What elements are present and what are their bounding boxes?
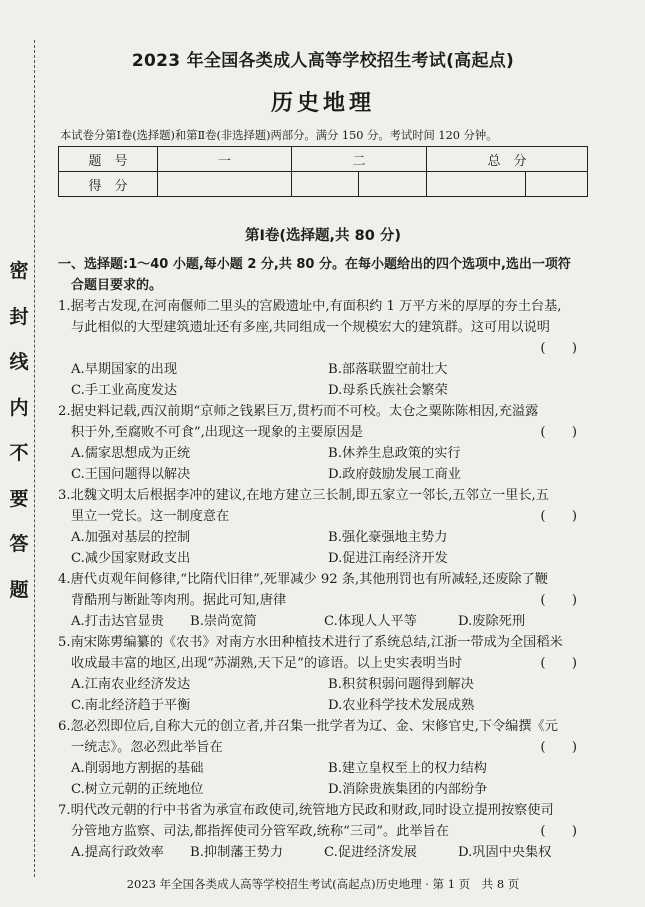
question-text: 2.据史料记载,西汉前期“京师之钱累巨万,贯朽而不可校。太仓之粟陈陈相因,充溢露 — [58, 404, 539, 419]
score-input-cell[interactable] — [359, 172, 427, 197]
option-c[interactable]: C.促进经济发展 — [324, 845, 417, 860]
option-c[interactable]: C.南北经济趋于平衡 — [71, 698, 191, 713]
exam-intro: 本试卷分第Ⅰ卷(选择题)和第Ⅱ卷(非选择题)两部分。满分 150 分。考试时间 120 分钟。 — [60, 129, 498, 142]
seal-char: 内 — [9, 396, 29, 419]
answer-bracket[interactable]: ( ) — [540, 593, 577, 608]
question-text: 4.唐代贞观年间修律,“比隋代旧律”,死罪减少 92 条,其他刑罚也有所减轻,还废除了鞭 — [58, 572, 548, 587]
seal-char: 线 — [9, 351, 29, 373]
score-input-cell[interactable] — [526, 172, 588, 197]
exam-title: 2023 年全国各类成人高等学校招生考试(高起点) — [131, 51, 515, 71]
option-c[interactable]: C.树立元朝的正统地位 — [71, 782, 204, 797]
question-text: 背酷刑与断趾等肉刑。据此可知,唐律 — [71, 593, 287, 608]
options — [58, 359, 585, 401]
question-text: 收成最丰富的地区,出现“苏湖熟,天下足”的谚语。以上史实表明当时 — [71, 656, 463, 671]
option-b[interactable]: B.抑制藩王势力 — [190, 845, 284, 860]
option-b[interactable]: B.建立皇权至上的权力结构 — [328, 761, 487, 776]
score-table-header-row — [59, 147, 588, 172]
option-d[interactable]: D.消除贵族集团的内部纷争 — [328, 782, 488, 797]
seal-char: 密 — [9, 260, 29, 282]
option-c[interactable]: C.减少国家财政支出 — [71, 551, 191, 566]
question-text: 里立一党长。这一制度意在 — [71, 509, 230, 524]
seal-char: 不 — [9, 442, 29, 464]
seal-char: 要 — [9, 487, 29, 510]
options — [58, 758, 585, 800]
answer-bracket[interactable]: ( ) — [540, 341, 577, 356]
options — [58, 443, 585, 485]
option-d[interactable]: D.母系氏族社会繁荣 — [328, 383, 448, 398]
score-input-cell[interactable] — [158, 172, 292, 197]
option-d[interactable]: D.农业科学技术发展成熟 — [328, 698, 475, 713]
score-table-score-row — [59, 172, 588, 197]
option-a[interactable]: A.提高行政效率 — [71, 845, 164, 860]
seal-char: 答 — [9, 533, 29, 555]
question-text: 1.据考古发现,在河南偃师二里头的宫殿遗址中,有面积约 1 万平方米的厚厚的夯土台基, — [58, 299, 562, 314]
option-a[interactable]: A.打击达官显贵 — [71, 614, 164, 629]
score-cell-label: 题 号 — [59, 147, 158, 172]
score-cell-total: 总 分 — [427, 147, 588, 172]
option-b[interactable]: B.休养生息政策的实行 — [328, 446, 461, 461]
answer-bracket[interactable]: ( ) — [540, 509, 577, 524]
score-cell-label: 得 分 — [59, 172, 158, 197]
question-text: 一统志》。忽必烈此举旨在 — [71, 740, 223, 755]
options — [58, 527, 585, 569]
binding-dashed-line — [34, 40, 35, 877]
score-input-cell[interactable] — [292, 172, 359, 197]
question-section — [58, 254, 585, 863]
option-c[interactable]: C.体现人人平等 — [324, 614, 417, 629]
question-6 — [58, 716, 585, 800]
option-a[interactable]: A.加强对基层的控制 — [71, 530, 191, 545]
seal-line-notice — [6, 262, 32, 626]
option-a[interactable]: A.儒家思想成为正统 — [71, 446, 191, 461]
options — [58, 842, 585, 863]
question-text: 分管地方监察、司法,都指挥使司分管军政,统称“三司”。此举旨在 — [71, 824, 449, 839]
option-d[interactable]: D.巩固中央集权 — [458, 845, 552, 860]
question-4 — [58, 569, 585, 632]
option-a[interactable]: A.早期国家的出现 — [71, 362, 178, 377]
option-b[interactable]: B.崇尚宽简 — [190, 614, 257, 629]
question-text: 5.南宋陈旉编纂的《农书》对南方水田种植技术进行了系统总结,江浙一带成为全国稻米 — [58, 635, 563, 650]
question-text: 7.明代改元朝的行中书省为承宣布政使司,统管地方民政和财政,同时设立提刑按察使司 — [58, 803, 554, 818]
score-cell-part1: 一 — [158, 147, 292, 172]
question-1 — [58, 296, 585, 401]
answer-bracket[interactable]: ( ) — [540, 656, 577, 671]
option-d[interactable]: D.政府鼓励发展工商业 — [328, 467, 461, 482]
option-b[interactable]: B.部落联盟空前壮大 — [328, 362, 448, 377]
options — [58, 674, 585, 716]
page-footer: 2023 年全国各类成人高等学校招生考试(高起点)历史地理 · 第 1 页 共 8 页 — [126, 877, 520, 891]
score-table — [58, 146, 588, 197]
subject-title: 历史地理 — [270, 91, 375, 116]
option-b[interactable]: B.强化豪强地主势力 — [328, 530, 448, 545]
option-d[interactable]: D.废除死刑 — [458, 614, 526, 629]
seal-char: 封 — [9, 305, 29, 328]
question-5 — [58, 632, 585, 716]
option-c[interactable]: C.手工业高度发达 — [71, 383, 178, 398]
question-text: 6.忽必烈即位后,自称大元的创立者,并召集一批学者为辽、金、宋修官史,下令编撰《元 — [58, 719, 558, 734]
option-b[interactable]: B.积贫积弱问题得到解决 — [328, 677, 474, 692]
option-d[interactable]: D.促进江南经济开发 — [328, 551, 448, 566]
score-cell-part2: 二 — [292, 147, 427, 172]
option-a[interactable]: A.削弱地方割据的基础 — [71, 761, 204, 776]
question-text: 与此相似的大型建筑遗址还有多座,共同组成一个规模宏大的建筑群。这可用以说明 — [71, 320, 550, 335]
question-3 — [58, 485, 585, 569]
options — [58, 611, 585, 632]
seal-char: 题 — [9, 578, 29, 601]
question-2 — [58, 401, 585, 485]
section-instruction: 一、选择题:1～40 小题,每小题 2 分,共 80 分。在每小题给出的四个选项中,选出一项符 — [58, 257, 571, 272]
question-text: 3.北魏文明太后根据李冲的建议,在地方建立三长制,即五家立一邻长,五邻立一里长,五 — [58, 488, 549, 503]
answer-bracket[interactable]: ( ) — [540, 740, 577, 755]
answer-bracket[interactable]: ( ) — [540, 425, 577, 440]
question-7 — [58, 800, 585, 863]
option-c[interactable]: C.王国问题得以解决 — [71, 467, 191, 482]
option-a[interactable]: A.江南农业经济发达 — [71, 677, 191, 692]
score-input-cell[interactable] — [427, 172, 526, 197]
question-text: 积于外,至腐败不可食”,出现这一现象的主要原因是 — [71, 425, 364, 440]
section-instruction: 合题目要求的。 — [71, 278, 163, 293]
answer-bracket[interactable]: ( ) — [540, 824, 577, 839]
part-title: 第Ⅰ卷(选择题,共 80 分) — [245, 228, 401, 244]
